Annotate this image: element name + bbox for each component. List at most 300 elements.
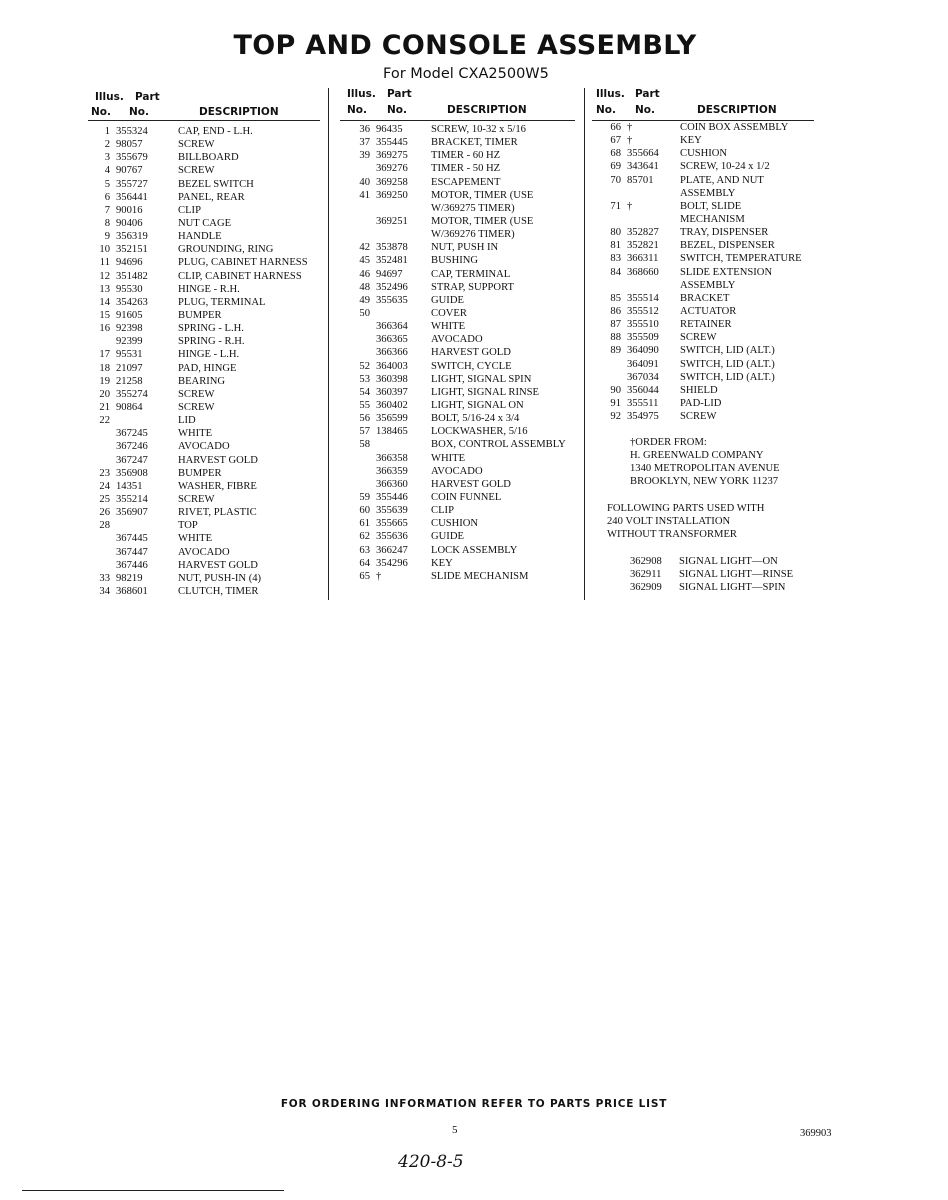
part-row <box>88 532 320 545</box>
header-part-no: No. <box>387 104 407 116</box>
part-description: SCREW <box>178 165 215 177</box>
column-divider <box>328 88 329 600</box>
part-description: HARVEST GOLD <box>178 559 258 571</box>
illus-number: 86 <box>610 305 621 317</box>
illus-number: 87 <box>610 319 621 331</box>
part-number: 98219 <box>116 572 143 584</box>
part-row <box>340 123 575 136</box>
part-row <box>340 228 575 241</box>
part-row <box>340 399 575 412</box>
part-number: 354296 <box>376 557 408 569</box>
part-description: AVOCADO <box>178 441 230 453</box>
part-row <box>88 454 320 467</box>
order-from-line: H. GREENWALD COMPANY <box>630 450 764 462</box>
part-description: MOTOR, TIMER (USE <box>431 189 534 201</box>
part-row <box>592 305 814 318</box>
part-number: 360402 <box>376 399 408 411</box>
part-row <box>340 570 575 583</box>
part-number: 352151 <box>116 244 148 256</box>
part-number: 364003 <box>376 360 408 372</box>
part-number: 369276 <box>376 163 408 175</box>
part-row <box>592 384 814 397</box>
illus-number: 60 <box>359 505 370 517</box>
part-row <box>340 215 575 228</box>
header-rule <box>340 120 575 121</box>
illus-number: 13 <box>99 283 110 295</box>
part-row <box>88 230 320 243</box>
part-description: LIGHT, SIGNAL RINSE <box>431 386 539 398</box>
part-description: SPRING - R.H. <box>178 336 245 348</box>
illus-number: 62 <box>359 531 370 543</box>
part-number: 367246 <box>116 441 148 453</box>
part-description: HARVEST GOLD <box>431 478 511 490</box>
part-description: SIGNAL LIGHT—RINSE <box>679 569 794 581</box>
part-row <box>88 362 320 375</box>
part-row <box>88 440 320 453</box>
column-header <box>592 88 814 121</box>
part-row <box>340 360 575 373</box>
part-number: 355512 <box>627 305 659 317</box>
part-description: PANEL, REAR <box>178 191 245 203</box>
order-from-line: BROOKLYN, NEW YORK 11237 <box>630 476 779 488</box>
part-row <box>592 213 814 226</box>
part-row <box>592 331 814 344</box>
part-row <box>88 414 320 427</box>
part-row <box>88 138 320 151</box>
illus-number: 64 <box>359 557 370 569</box>
part-description: NUT, PUSH-IN (4) <box>178 572 262 584</box>
part-description: LOCKWASHER, 5/16 <box>431 426 528 438</box>
part-row <box>88 191 320 204</box>
part-description: BRACKET, TIMER <box>431 137 518 149</box>
part-description: BEARING <box>178 375 226 387</box>
part-description: CLIP, CABINET HARNESS <box>178 270 302 282</box>
part-number: 367447 <box>116 546 148 558</box>
header-rule <box>88 120 320 121</box>
part-description: AVOCADO <box>431 465 483 477</box>
illus-number: 57 <box>359 426 370 438</box>
part-description: CAP, TERMINAL <box>431 268 511 280</box>
illus-number: 81 <box>610 240 621 252</box>
part-number: 95530 <box>116 283 143 295</box>
part-row <box>88 480 320 493</box>
part-description: SLIDE EXTENSION <box>680 266 773 278</box>
part-number: 356319 <box>116 231 148 243</box>
part-description: AVOCADO <box>431 334 483 346</box>
part-row <box>340 412 575 425</box>
part-number: 369275 <box>376 150 408 162</box>
part-row <box>340 557 575 570</box>
part-row <box>340 530 575 543</box>
part-number: 364091 <box>627 358 659 370</box>
part-row <box>340 281 575 294</box>
part-row <box>88 585 320 598</box>
note-line: 240 VOLT INSTALLATION <box>607 516 731 528</box>
part-description: GUIDE <box>431 531 464 543</box>
part-description: NUT, PUSH IN <box>431 242 499 254</box>
illus-number: 68 <box>610 148 621 160</box>
part-number: 90016 <box>116 204 143 216</box>
part-description: GUIDE <box>431 294 464 306</box>
illus-number: 28 <box>99 520 110 532</box>
model-subtitle: For Model CXA2500W5 <box>383 66 549 82</box>
illus-number: 15 <box>99 309 110 321</box>
part-description: SWITCH, TEMPERATURE <box>680 253 802 265</box>
part-description: SWITCH, CYCLE <box>431 360 512 372</box>
part-description: GROUNDING, RING <box>178 244 274 256</box>
part-number: 355679 <box>116 152 148 164</box>
part-row <box>340 307 575 320</box>
illus-number: 1 <box>104 126 110 137</box>
part-row <box>592 397 814 410</box>
part-number: 92399 <box>116 336 143 348</box>
part-number: 355727 <box>116 178 148 190</box>
part-description: MECHANISM <box>680 213 745 225</box>
part-row <box>88 348 320 361</box>
part-description: SCREW <box>178 401 215 413</box>
part-row <box>592 239 814 252</box>
part-row <box>88 256 320 269</box>
illus-number: 17 <box>99 349 110 361</box>
part-description: CUSHION <box>680 148 728 160</box>
header-part: Part <box>135 91 160 103</box>
part-number: 94697 <box>376 268 403 280</box>
part-number: 369251 <box>376 215 408 227</box>
part-number: 352496 <box>376 281 408 293</box>
part-row <box>88 427 320 440</box>
part-number: 352821 <box>627 240 659 252</box>
part-row <box>88 335 320 348</box>
illus-number: 45 <box>359 255 370 267</box>
part-row <box>340 386 575 399</box>
part-number: 356908 <box>116 467 148 479</box>
illus-number: 26 <box>99 507 110 519</box>
part-number: † <box>376 570 382 582</box>
part-row <box>340 517 575 530</box>
part-row <box>88 125 320 138</box>
part-description: SHIELD <box>680 384 718 396</box>
illus-number: 69 <box>610 161 621 173</box>
part-row <box>88 559 320 572</box>
part-description: STRAP, SUPPORT <box>431 281 514 293</box>
order-from-line: 1340 METROPOLITAN AVENUE <box>630 463 780 475</box>
part-row <box>88 506 320 519</box>
part-description: SCREW <box>680 411 717 423</box>
illus-number: 22 <box>99 415 110 427</box>
part-number: 366311 <box>627 253 659 265</box>
illus-number: 48 <box>359 281 370 293</box>
illus-number: 83 <box>610 253 621 265</box>
part-row <box>88 309 320 322</box>
header-description: DESCRIPTION <box>199 106 279 118</box>
part-number: 355274 <box>116 388 148 400</box>
part-row <box>592 279 814 292</box>
illus-number: 19 <box>99 375 110 387</box>
part-number: 368660 <box>627 266 659 278</box>
part-description: BEZEL SWITCH <box>178 178 254 190</box>
part-row <box>340 438 575 451</box>
illus-number: 7 <box>104 204 110 216</box>
part-number: 21097 <box>116 362 143 374</box>
header-illus: Illus. <box>347 88 376 100</box>
part-number: 352481 <box>376 255 408 267</box>
part-description: LID <box>178 415 196 427</box>
handwritten-note: 420-8-5 <box>398 1152 464 1172</box>
part-number: 343641 <box>627 161 659 173</box>
part-number: 362909 <box>630 582 662 594</box>
part-number: 21258 <box>116 375 143 387</box>
illus-number: 41 <box>359 189 370 201</box>
illus-number: 5 <box>104 178 110 190</box>
column-header <box>340 88 575 121</box>
part-description: RIVET, PLASTIC <box>178 507 257 519</box>
illus-number: 88 <box>610 332 621 344</box>
illus-number: 21 <box>99 401 110 413</box>
part-row <box>340 149 575 162</box>
part-number: 366359 <box>376 465 408 477</box>
part-row <box>340 320 575 333</box>
header-no: No. <box>347 104 367 116</box>
part-description: SIGNAL LIGHT—SPIN <box>679 582 786 594</box>
illus-number: 63 <box>359 544 370 556</box>
part-number: 356441 <box>116 191 148 203</box>
part-description: WHITE <box>178 428 213 440</box>
part-description: BOLT, 5/16-24 x 3/4 <box>431 413 520 425</box>
part-row <box>592 121 814 134</box>
part-number: 355509 <box>627 332 659 344</box>
part-number: 362908 <box>630 556 662 567</box>
part-description: CAP, END - L.H. <box>178 126 253 137</box>
part-number: 94696 <box>116 257 143 269</box>
illus-number: 18 <box>99 362 110 374</box>
part-number: 352827 <box>627 227 659 239</box>
part-row <box>340 176 575 189</box>
part-description: SWITCH, LID (ALT.) <box>680 371 775 383</box>
part-number: 92398 <box>116 323 143 335</box>
illus-number: 90 <box>610 384 621 396</box>
illus-number: 2 <box>104 139 110 151</box>
part-description: CUSHION <box>431 518 479 530</box>
illus-number: 66 <box>610 122 621 133</box>
part-description: SCREW <box>680 332 717 344</box>
header-description: DESCRIPTION <box>697 104 777 116</box>
illus-number: 24 <box>99 480 110 492</box>
part-description: BUMPER <box>178 309 222 321</box>
part-row <box>88 401 320 414</box>
part-number: 91605 <box>116 309 143 321</box>
part-row <box>88 204 320 217</box>
part-row <box>340 202 575 215</box>
illus-number: 16 <box>99 323 110 335</box>
illus-number: 84 <box>610 266 621 278</box>
part-row <box>340 254 575 267</box>
part-row <box>340 465 575 478</box>
part-row <box>88 151 320 164</box>
part-description: RETAINER <box>680 319 732 331</box>
part-description: CLIP <box>431 505 454 517</box>
part-number: 355446 <box>376 491 408 503</box>
part-number: 138465 <box>376 426 408 438</box>
part-description: CLIP <box>178 204 201 216</box>
part-description: HINGE - L.H. <box>178 349 240 361</box>
part-description: SCREW, 10-32 x 5/16 <box>431 124 526 135</box>
illus-number: 12 <box>99 270 110 282</box>
part-description: WHITE <box>431 452 466 464</box>
part-number: 355639 <box>376 505 408 517</box>
part-description: SCREW <box>178 139 215 151</box>
part-description: SCREW, 10-24 x 1/2 <box>680 161 770 173</box>
part-row <box>340 346 575 359</box>
part-description: WHITE <box>178 533 213 545</box>
illus-number: 67 <box>610 135 621 147</box>
part-row <box>592 358 814 371</box>
part-description: BOLT, SLIDE <box>680 200 742 212</box>
page-number: 5 <box>452 1124 458 1136</box>
part-description: KEY <box>680 135 702 147</box>
part-number: 351482 <box>116 270 148 282</box>
part-row <box>340 294 575 307</box>
part-description: W/369275 TIMER) <box>431 202 515 214</box>
following-parts-note <box>607 502 764 541</box>
part-row <box>592 292 814 305</box>
part-description: TIMER - 50 HZ <box>431 163 501 175</box>
bottom-rule <box>22 1190 284 1191</box>
ordering-info-note: FOR ORDERING INFORMATION REFER TO PARTS PRICE LIST <box>280 1098 668 1110</box>
part-number: 355324 <box>116 126 148 137</box>
part-row <box>592 187 814 200</box>
part-number: 355514 <box>627 292 659 304</box>
illus-number: 50 <box>359 307 370 319</box>
part-number: 367247 <box>116 454 148 466</box>
part-row <box>340 333 575 346</box>
part-description: WASHER, FIBRE <box>178 480 257 492</box>
illus-number: 85 <box>610 292 621 304</box>
parts-column-3 <box>592 88 814 423</box>
part-row <box>88 270 320 283</box>
part-description: PAD-LID <box>680 397 722 409</box>
part-row <box>340 504 575 517</box>
part-description: SWITCH, LID (ALT.) <box>680 358 775 370</box>
part-row <box>88 322 320 335</box>
illus-number: 92 <box>610 411 621 423</box>
part-number: 90406 <box>116 217 143 229</box>
part-description: TIMER - 60 HZ <box>431 150 501 162</box>
illus-number: 58 <box>359 439 370 451</box>
part-description: PLATE, AND NUT <box>680 174 764 186</box>
illus-number: 33 <box>99 572 110 584</box>
part-description: LIGHT, SIGNAL ON <box>431 399 524 411</box>
part-description: BEZEL, DISPENSER <box>680 240 775 252</box>
part-row <box>88 283 320 296</box>
part-description: ESCAPEMENT <box>431 176 501 188</box>
part-number: 355511 <box>627 397 659 409</box>
part-description: MOTOR, TIMER (USE <box>431 215 534 227</box>
part-number: 366358 <box>376 452 408 464</box>
part-number: 96435 <box>376 124 403 135</box>
part-number: 90864 <box>116 401 143 413</box>
parts-column-1 <box>88 88 320 598</box>
part-number: 366360 <box>376 478 408 490</box>
part-description: KEY <box>431 557 453 569</box>
illus-number: 25 <box>99 493 110 505</box>
part-row <box>592 160 814 173</box>
part-row <box>88 375 320 388</box>
part-row <box>592 252 814 265</box>
illus-number: 39 <box>359 150 370 162</box>
column-divider <box>584 88 585 600</box>
illus-number: 65 <box>359 570 370 582</box>
part-description: SIGNAL LIGHT—ON <box>679 556 778 567</box>
part-description: HANDLE <box>178 231 222 243</box>
part-row <box>340 189 575 202</box>
illus-number: 61 <box>359 518 370 530</box>
part-row <box>340 268 575 281</box>
part-description: TRAY, DISPENSER <box>680 227 769 239</box>
part-description: CLUTCH, TIMER <box>178 585 259 597</box>
part-number: 354263 <box>116 296 148 308</box>
illus-number: 6 <box>104 191 110 203</box>
part-row <box>88 243 320 256</box>
part-description: BILLBOARD <box>178 152 239 164</box>
part-number: 355635 <box>376 294 408 306</box>
illus-number: 36 <box>359 124 370 135</box>
part-number: 366247 <box>376 544 408 556</box>
illus-number: 80 <box>610 227 621 239</box>
part-row <box>340 373 575 386</box>
part-row <box>340 136 575 149</box>
part-description: PAD, HINGE <box>178 362 237 374</box>
part-description: SCREW <box>178 493 215 505</box>
illus-number: 54 <box>359 386 370 398</box>
part-row <box>340 478 575 491</box>
illus-number: 3 <box>104 152 110 164</box>
illus-number: 71 <box>610 200 621 212</box>
illus-number: 59 <box>359 491 370 503</box>
part-description: WHITE <box>431 321 466 333</box>
part-number: 98057 <box>116 139 143 151</box>
part-number: 368601 <box>116 585 148 597</box>
part-description: BOX, CONTROL ASSEMBLY <box>431 439 566 451</box>
part-number: 367446 <box>116 559 148 571</box>
illus-number: 9 <box>104 231 110 243</box>
part-number: 356044 <box>627 384 659 396</box>
illus-number: 4 <box>104 165 110 177</box>
part-number: 355510 <box>627 319 659 331</box>
part-description: HARVEST GOLD <box>431 347 511 359</box>
header-no: No. <box>596 104 616 116</box>
part-description: HINGE - R.H. <box>178 283 240 295</box>
part-description: SPRING - L.H. <box>178 323 244 335</box>
part-description: ACTUATOR <box>680 305 737 317</box>
part-number: 367445 <box>116 533 148 545</box>
illus-number: 11 <box>99 257 110 269</box>
part-number: 353878 <box>376 242 408 254</box>
header-illus: Illus. <box>95 91 124 103</box>
part-number: 356907 <box>116 507 148 519</box>
part-number: 356599 <box>376 413 408 425</box>
illus-number: 37 <box>359 137 370 149</box>
note-line: FOLLOWING PARTS USED WITH <box>607 503 765 514</box>
part-number: 369258 <box>376 176 408 188</box>
part-number: 95531 <box>116 349 143 361</box>
part-row <box>88 296 320 309</box>
parts-column-2 <box>340 88 575 583</box>
part-number: † <box>627 135 633 147</box>
part-description: PLUG, CABINET HARNESS <box>178 257 308 269</box>
header-no: No. <box>91 106 111 118</box>
part-row <box>592 147 814 160</box>
part-number: 366365 <box>376 334 408 346</box>
